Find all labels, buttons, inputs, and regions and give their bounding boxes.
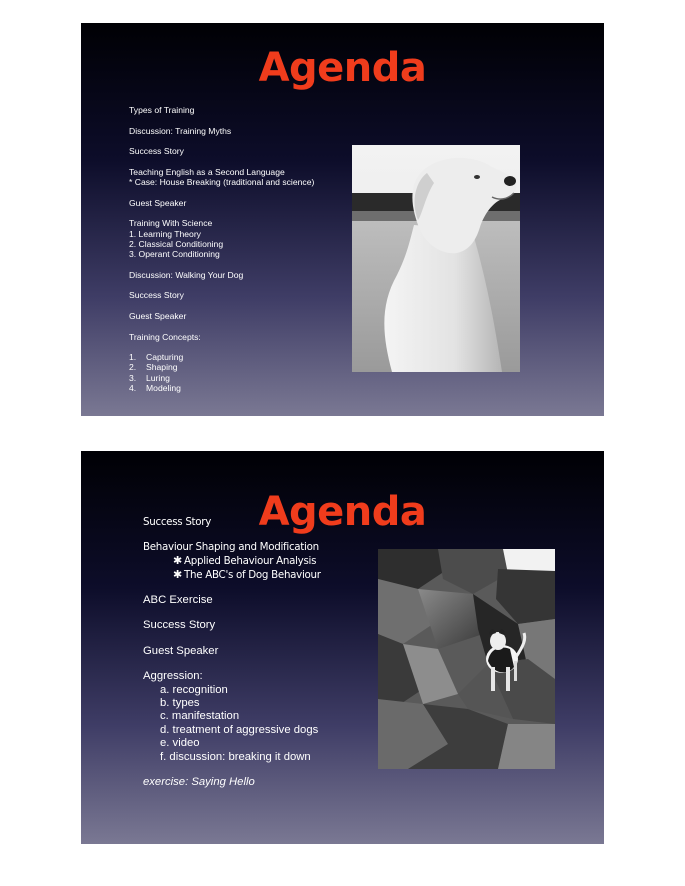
agenda-subitem: * Case: House Breaking (traditional and science) bbox=[129, 177, 315, 188]
asterisk-bullet-icon: ✱ bbox=[173, 568, 182, 581]
agenda-item: Guest Speaker bbox=[129, 310, 187, 321]
slide-1-agenda-list bbox=[129, 105, 359, 393]
aggression-subitem: b. types bbox=[160, 697, 200, 710]
concept-label: Shaping bbox=[146, 362, 178, 373]
aggression-subitem: d. treatment of aggressive dogs bbox=[160, 723, 319, 736]
aggression-subitem: a. recognition bbox=[160, 683, 228, 696]
labrador-photo bbox=[352, 145, 520, 372]
slide-2 bbox=[81, 451, 604, 844]
agenda-item: Discussion: Training Myths bbox=[129, 125, 232, 136]
dog-on-rocks-photo bbox=[378, 549, 555, 769]
slide-1 bbox=[81, 23, 604, 416]
concept-number: 4. bbox=[129, 383, 137, 394]
agenda-item: Success Story bbox=[129, 146, 184, 157]
agenda-item: Discussion: Walking Your Dog bbox=[129, 269, 244, 280]
slide-1-title: Agenda bbox=[258, 45, 427, 91]
aggression-subitem: f. discussion: breaking it down bbox=[160, 750, 311, 763]
slide-2-title: Agenda bbox=[258, 489, 427, 535]
agenda-item: Success Story bbox=[143, 619, 216, 632]
agenda-item: Training With Science bbox=[129, 218, 213, 229]
concept-label: Capturing bbox=[146, 352, 184, 363]
agenda-item: Success Story bbox=[129, 290, 184, 301]
concept-label: Modeling bbox=[146, 383, 181, 394]
concept-label: Luring bbox=[146, 372, 170, 383]
agenda-item: Guest Speaker bbox=[143, 644, 219, 657]
concept-list bbox=[129, 352, 359, 393]
agenda-subitem: 3. Operant Conditioning bbox=[129, 249, 220, 260]
agenda-item: ABC Exercise bbox=[143, 594, 213, 606]
concept-number: 1. bbox=[129, 352, 137, 363]
agenda-subitem: 1. Learning Theory bbox=[129, 228, 201, 239]
concept-number: 2. bbox=[129, 362, 137, 373]
aggression-subitem: e. video bbox=[160, 737, 200, 750]
agenda-item: Aggression: bbox=[143, 670, 203, 683]
agenda-item: Training Concepts: bbox=[129, 331, 201, 342]
agenda-item: Success Story bbox=[143, 516, 212, 528]
agenda-subitem: The ABC's of Dog Behaviour bbox=[184, 569, 321, 581]
agenda-subitem: Applied Behaviour Analysis bbox=[184, 555, 317, 567]
slide-2-agenda-list bbox=[143, 516, 403, 789]
concept-number: 3. bbox=[129, 372, 137, 383]
agenda-item: Behaviour Shaping and Modification bbox=[143, 541, 319, 553]
agenda-item: Types of Training bbox=[129, 105, 195, 115]
aggression-subitem: c. manifestation bbox=[160, 710, 240, 723]
agenda-item: Teaching English as a Second Language bbox=[129, 166, 285, 177]
agenda-subitem: 2. Classical Conditioning bbox=[129, 238, 224, 249]
exercise-note: exercise: Saying Hello bbox=[143, 776, 255, 789]
agenda-item: Guest Speaker bbox=[129, 197, 187, 208]
asterisk-bullet-icon: ✱ bbox=[173, 554, 182, 567]
